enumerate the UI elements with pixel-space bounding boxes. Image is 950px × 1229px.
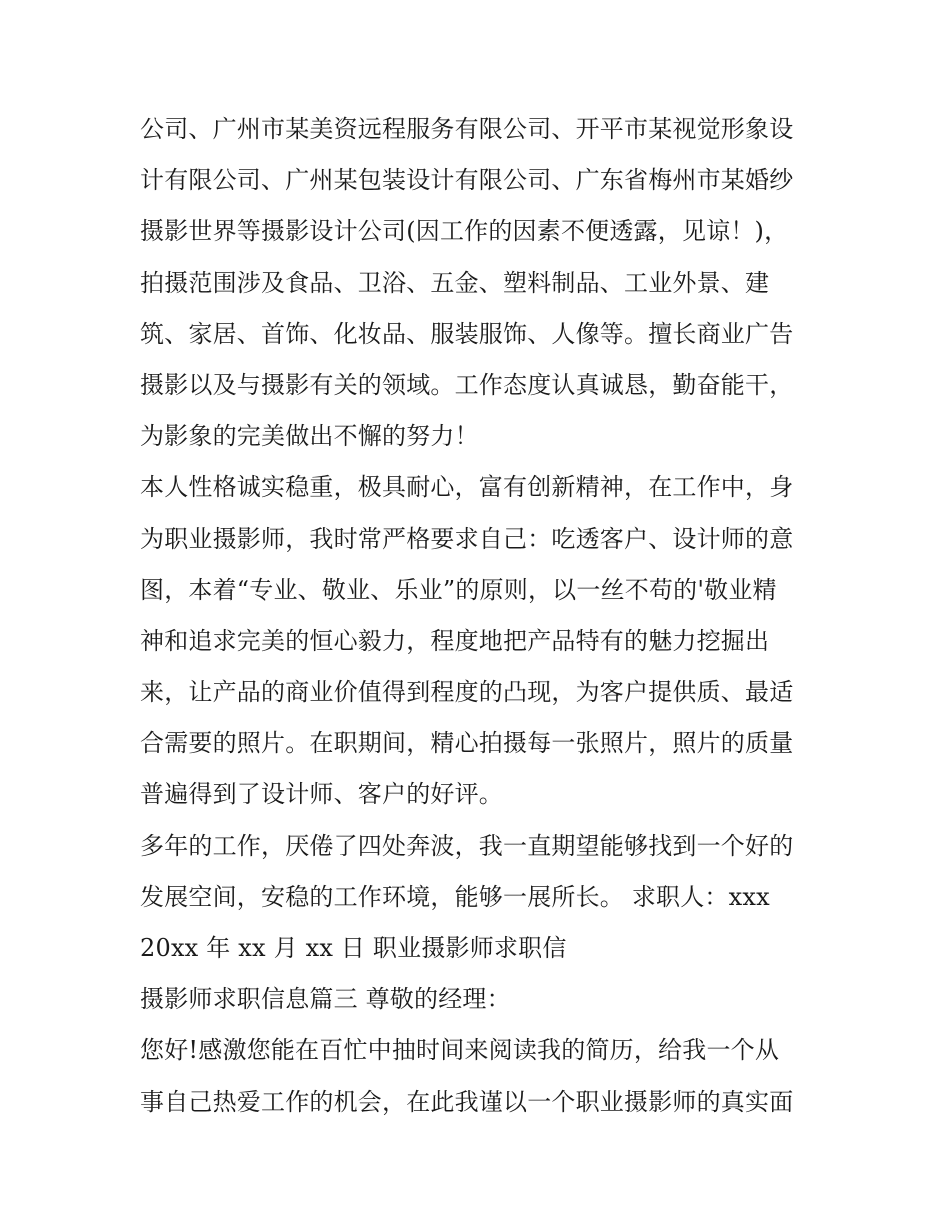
text-line: 计有限公司、广州某包装设计有限公司、广东省梅州市某婚纱 (140, 166, 794, 195)
text-line: 摄影以及与摄影有关的领域。工作态度认真诚恳，勤奋能干， (140, 370, 794, 399)
document-body (140, 104, 820, 1128)
text-line: 筑、家居、首饰、化妆品、服装服饰、人像等。擅长商业广告 (140, 319, 794, 348)
text-line: 图，本着“专业、敬业、乐业”的原则，以一丝不苟的'敬业精 (140, 575, 777, 604)
text-line: 本人性格诚实稳重，极具耐心，富有创新精神，在工作中，身 (140, 473, 794, 502)
text-line: 为职业摄影师，我时常严格要求自己：吃透客户、设计师的意 (140, 524, 794, 553)
text-line: 摄影世界等摄影设计公司(因工作的因素不便透露，见谅！)， (140, 217, 789, 246)
text-line: 您好!感激您能在百忙中抽时间来阅读我的简历，给我一个从 (140, 1036, 780, 1065)
text-line: 公司、广州市某美资远程服务有限公司、开平市某视觉形象设 (140, 115, 794, 143)
text-line: 事自己热爱工作的机会，在此我谨以一个职业摄影师的真实面 (140, 1087, 794, 1116)
text-line: 神和追求完美的恒心毅力，程度地把产品特有的魅力挖掘出 (140, 626, 770, 655)
text-line: 20xx 年 xx 月 xx 日 职业摄影师求职信 (140, 934, 567, 962)
text-line: 多年的工作，厌倦了四处奔波，我一直期望能够找到一个好的 (140, 831, 794, 860)
text-line: 拍摄范围涉及食品、卫浴、五金、塑料制品、工业外景、建 (140, 268, 770, 297)
text-line: 摄影师求职信息篇三 尊敬的经理： (140, 985, 511, 1014)
text-line: 来，让产品的商业价值得到程度的凸现，为客户提供质、最适 (140, 678, 794, 707)
text-line: 合需要的照片。在职期间，精心拍摄每一张照片，照片的质量 (140, 729, 794, 758)
text-line: 发展空间，安稳的工作环境，能够一展所长。 求职人：xxx (140, 882, 770, 911)
text-line: 为影象的完美做出不懈的努力！ (140, 422, 479, 451)
text-line: 普遍得到了设计师、客户的好评。 (140, 780, 503, 809)
